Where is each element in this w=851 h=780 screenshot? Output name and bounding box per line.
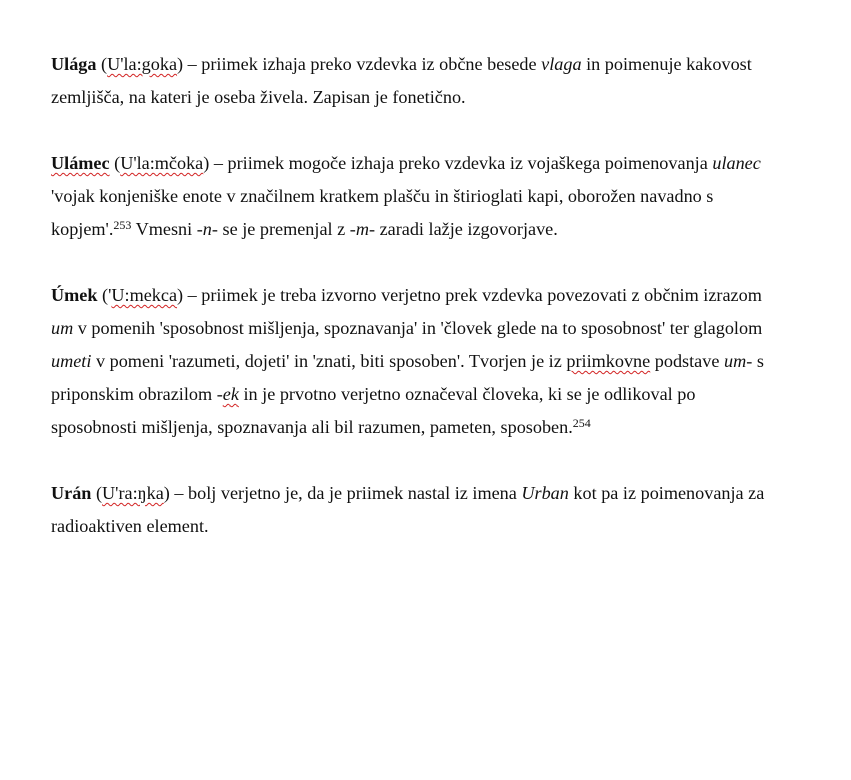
italic-term: -n- [196,219,218,239]
italic-term: - [216,384,223,404]
phonetic-transcription: U'ra:ŋka [102,483,164,503]
definition-text: Vmesni [131,219,197,239]
headword: Úmek [51,285,98,305]
definition-text: in je prvotno verjetno označeval človeka, ki se je odlikoval po sposobnosti mišljenja, spoznavanja ali bil razumen, pameten, sposoben. [51,384,696,437]
italic-term: um [51,318,74,338]
italic-term: -m- [349,219,376,239]
paren-open: ( [109,153,121,173]
definition-text: v pomeni 'razumeti, dojeti' in 'znati, biti sposoben'. Tvorjen je iz [91,351,567,371]
paren-open: ( [91,483,103,503]
headword [51,153,110,173]
paren-close: ) [177,285,184,305]
definition-text: se je premenjal z [217,219,350,239]
entry-ulamec [51,147,781,246]
italic-term: um- [723,351,753,371]
entry-umek [51,279,781,444]
italic-term: Urban [521,483,569,503]
document-page [51,48,781,576]
definition-text: – priimek je treba izvorno verjetno prek vzdevka povezovati z občnim izrazom [183,285,762,305]
paren-close: ) [203,153,210,173]
entry-uran [51,477,781,543]
phonetic-transcription: U:mekca [111,285,178,305]
headword-part: Ula [51,54,79,74]
italic-term: ulanec [712,153,761,173]
definition-text: kot pa iz poimenovanja za radioaktiven element. [51,483,765,536]
paren-close: ) [177,54,184,74]
definition-text: – bolj verjetno je, da je priimek nastal iz imena [169,483,522,503]
italic-term: umeti [51,351,92,371]
headword-part: mec [78,153,110,173]
footnote-ref: 254 [572,416,591,430]
phonetic-transcription: U'la:goka [107,54,178,74]
definition-text: s priponskim obrazilom [51,351,764,404]
italic-term: vlaga [541,54,582,74]
definition-text: v pomenih 'sposobnost mišljenja, spoznavanja' in 'človek glede na to sposobnost' ter glagolom [73,318,763,338]
definition-text: in poimenuje kakovost zemljišča, na kateri je oseba živela. Zapisan je fonetično. [51,54,752,107]
definition-text: 'vojak konjeniške enote v značilnem kratkem plašču in štirioglati kapi, oborožen navadno s kopjem'. [51,186,714,239]
definition-text: podstave [650,351,724,371]
paren-open: (' [97,285,112,305]
paren-open: ( [96,54,108,74]
headword-part: Ula [51,153,79,173]
definition-text: zaradi lažje izgovorjave. [375,219,558,239]
entry-ulaga [51,48,781,114]
definition-text: – priimek izhaja preko vzdevka iz občne besede [183,54,542,74]
phonetic-transcription: U'la:mčoka [120,153,204,173]
paren-close: ) [163,483,170,503]
definition-text: – priimek mogoče izhaja preko vzdevka iz vojaškega poimenovanja [209,153,713,173]
footnote-ref: 253 [113,218,132,232]
italic-term: ek [222,384,239,404]
headword: Urán [51,483,92,503]
headword-part: ga [78,54,97,74]
misspelled-word: priimkovne [566,351,651,371]
headword [51,54,96,74]
